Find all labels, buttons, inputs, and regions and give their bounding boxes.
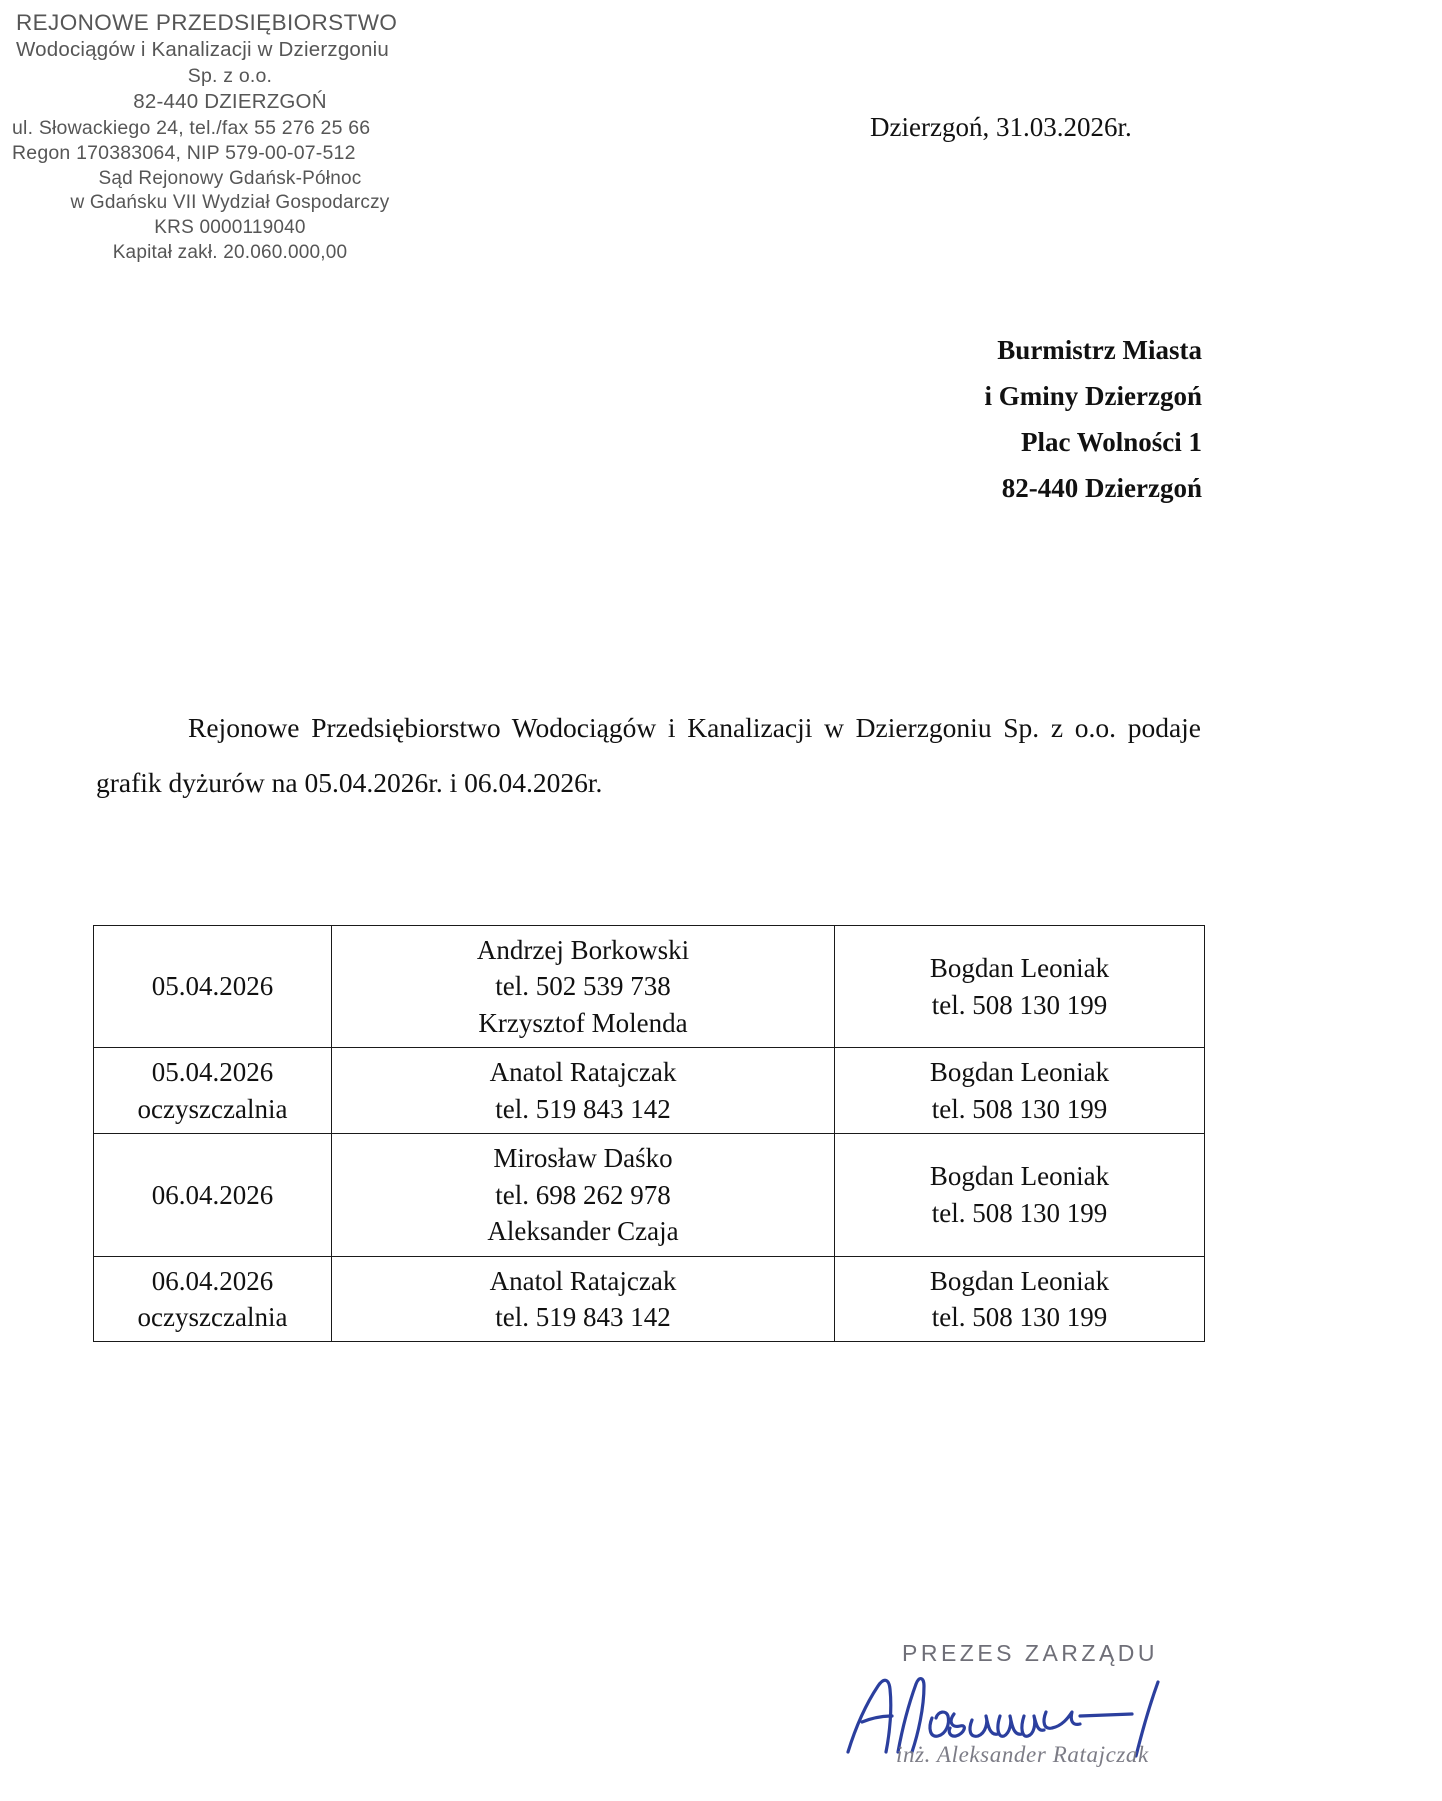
cell-line: tel. 519 843 142 — [495, 1301, 671, 1332]
cell-line: tel. 519 843 142 — [495, 1093, 671, 1124]
recipient-line-3: Plac Wolności 1 — [1020, 426, 1202, 457]
cell-crew — [332, 1134, 835, 1256]
cell-line: Bogdan Leoniak — [929, 953, 1110, 984]
table-row — [94, 1134, 1205, 1256]
cell-duty — [835, 1256, 1205, 1342]
cell-line: 06.04.2026 — [151, 1265, 274, 1296]
cell-duty — [835, 1048, 1205, 1134]
cell-crew — [332, 1048, 835, 1134]
recipient-line-1: Burmistrz Miasta — [997, 335, 1202, 365]
table-row — [94, 1048, 1205, 1134]
cell-line: Mirosław Daśko — [493, 1143, 673, 1174]
letterhead-line-6: Regon 170383064, NIP 579-00-07-512 — [12, 142, 356, 165]
cell-line: tel. 508 130 199 — [931, 989, 1108, 1020]
cell-line: Anatol Ratajczak — [489, 1057, 677, 1088]
document-date: Dzierzgoń, 31.03.2026r. — [870, 112, 1132, 142]
cell-line: 06.04.2026 — [151, 1179, 274, 1210]
letterhead-stamp — [10, 8, 450, 265]
cell-date — [94, 1256, 332, 1342]
recipient-address — [985, 328, 1202, 512]
cell-line: tel. 508 130 199 — [931, 1197, 1108, 1228]
duty-schedule-table — [93, 925, 1205, 1342]
signature-block — [840, 1640, 1260, 1790]
cell-crew — [332, 926, 835, 1048]
body-text-part-1: Rejonowe Przedsiębiorstwo Wodociągów i Kanalizacji w Dzierzgoniu — [188, 712, 992, 743]
cell-line: Bogdan Leoniak — [929, 1057, 1110, 1088]
recipient-line-2: i Gminy Dzierzgoń — [984, 380, 1202, 411]
cell-line: oczyszczalnia — [137, 1093, 288, 1124]
cell-line: tel. 502 539 738 — [495, 971, 671, 1002]
cell-line: tel. 698 262 978 — [495, 1179, 671, 1210]
cell-crew — [332, 1256, 835, 1342]
cell-line: Aleksander Czaja — [487, 1216, 679, 1247]
cell-date — [94, 926, 332, 1048]
letterhead-line-3: Sp. z o.o. — [187, 64, 273, 87]
letterhead-line-7: Sąd Rejonowy Gdańsk-Północ — [98, 167, 362, 189]
body-paragraph — [96, 700, 1201, 810]
cell-line: Bogdan Leoniak — [929, 1265, 1110, 1296]
table-row — [94, 926, 1205, 1048]
cell-line: Krzysztof Molenda — [478, 1007, 688, 1038]
cell-line: Bogdan Leoniak — [929, 1161, 1110, 1192]
body-text-part-2: Sp. z o.o. podaje grafik dyżurów na 05.04.2026r. i 06.04.2026r. — [96, 712, 1202, 798]
letterhead-line-8: w Gdańsku VII Wydział Gospodarczy — [70, 192, 390, 214]
cell-line: 05.04.2026 — [151, 971, 274, 1002]
duty-table-body — [94, 926, 1205, 1342]
cell-duty — [835, 926, 1205, 1048]
signature-title: PREZES ZARZĄDU — [902, 1640, 1159, 1666]
signature-name: inż. Aleksander Ratajczak — [896, 1742, 1149, 1767]
cell-line: tel. 508 130 199 — [931, 1301, 1108, 1332]
cell-duty — [835, 1134, 1205, 1256]
letterhead-line-5: ul. Słowackiego 24, tel./fax 55 276 25 66 — [12, 116, 371, 139]
cell-line: Andrzej Borkowski — [476, 935, 690, 965]
cell-line: 05.04.2026 — [151, 1057, 274, 1088]
letterhead-line-1: REJONOWE PRZEDSIĘBIORSTWO — [16, 10, 398, 35]
letterhead-line-2: Wodociągów i Kanalizacji w Dzierzgoniu — [16, 38, 389, 62]
letterhead-line-10: Kapitał zakł. 20.060.000,00 — [112, 241, 348, 263]
recipient-line-4: 82-440 Dzierzgoń — [1001, 472, 1202, 503]
letterhead-line-9: KRS 0000119040 — [154, 216, 306, 238]
cell-line: Anatol Ratajczak — [489, 1265, 677, 1296]
table-row — [94, 1256, 1205, 1342]
cell-line: tel. 508 130 199 — [931, 1093, 1108, 1124]
cell-date — [94, 1134, 332, 1256]
cell-line: oczyszczalnia — [137, 1301, 288, 1332]
cell-date — [94, 1048, 332, 1134]
letterhead-line-4: 82-440 DZIERZGOŃ — [133, 90, 327, 114]
